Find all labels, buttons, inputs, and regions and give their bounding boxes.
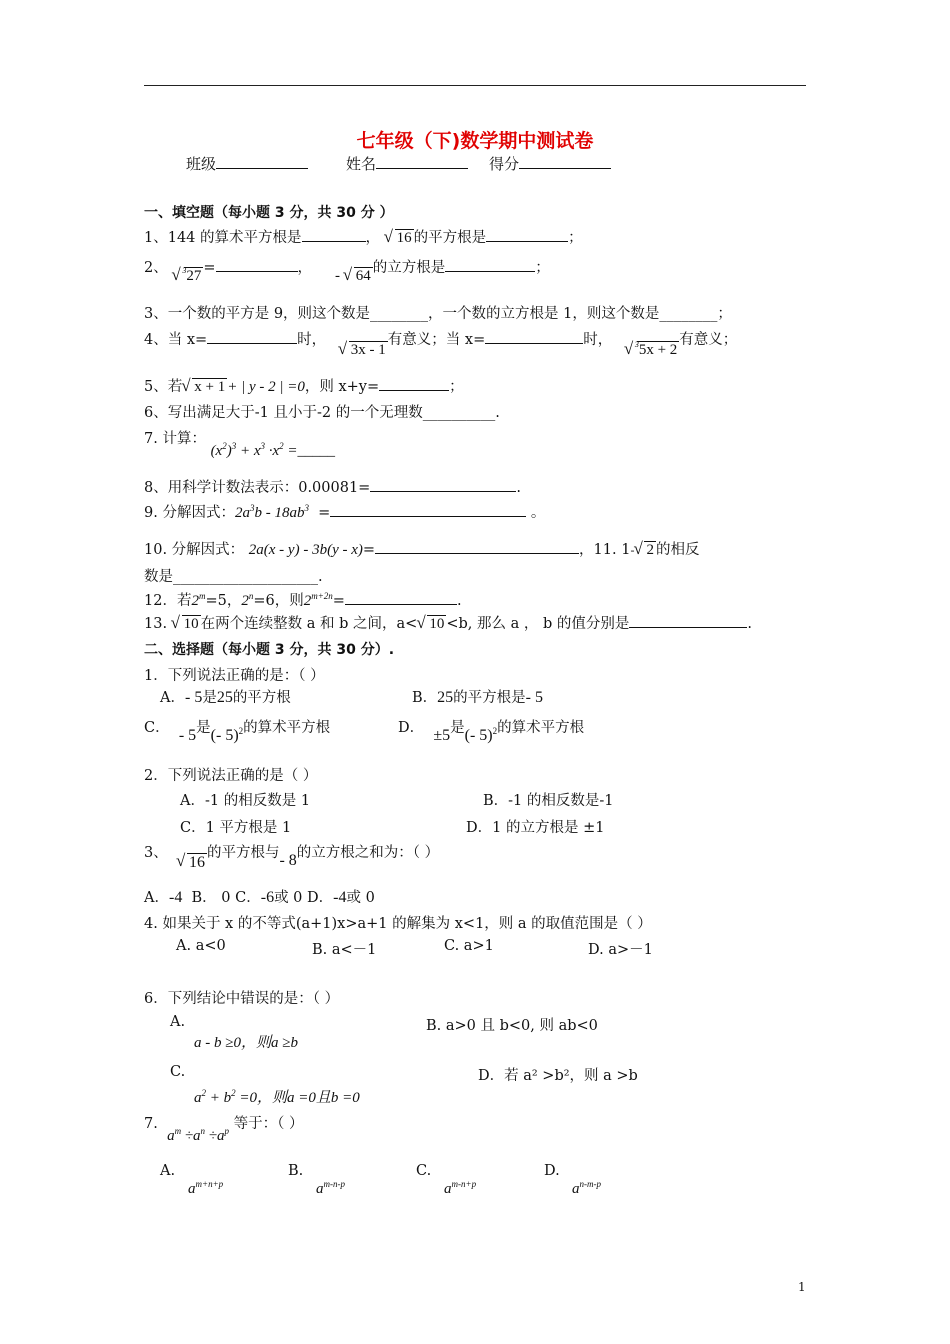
choice-4-option-d: D. a>－1 [588,942,653,958]
choice-6-option-a: A. a - b ≥0，则a ≥b [170,1014,298,1051]
question-3: 3、一个数的平方是 9，则这个数是________，一个数的立方根是 1，则这个数是________； [144,306,732,322]
choice-question-6: 6．下列结论中错误的是：（ ） [144,991,340,1007]
choice-6-option-b: B. a>0 且 b<0, 则 ab<0 [426,1018,598,1034]
section1-heading: 一、填空题（每小题 3 分，共 30 分 ） [144,205,394,221]
choice-7-option-c: C. $a^{m-n+p}$ [416,1163,477,1197]
question-6: 6、写出满足大于-1 且小于-2 的一个无理数__________. [144,405,500,421]
choice-1-option-b: B．25的平方根是- 5 [412,689,543,706]
question-1: 1、144 的算术平方根是 ， √ 16 的平方根是 ； [144,226,583,247]
question-4: 4、当 x= 时， √ 3x - 1有意义；当 x= 时， √ $^3$5x + 2有意义； [144,328,737,349]
choice-7-option-b: B. $a^{m-n-p}$ [288,1163,345,1197]
question-13: 13. √ 10 在两个连续整数 a 和 b 之间，a<√ 10 <b, 那么 a ， b 的值分别是 . [144,612,752,633]
question-12: 12．若$2^m=5$，$2^n=6$，则$2^{m+2n}=$ . [144,591,462,609]
score-field: 得分 [489,153,611,174]
question-8: 8、用科学计数法表示：0.00081= . [144,476,521,497]
question-7: 7. 计算： $(x^2)^3 + x^3 \cdot x^2$ =_____ [144,431,336,459]
question-10: 10. 分解因式： 2a(x - y) - 3b(y - x)= ，11. 1-√ 2 的相反 [144,538,699,559]
choice-question-3: 3、 √ 16的平方根与- 8的立方根之和为：（ ） [144,841,439,862]
choice-2-option-b: B．-1 的相反数是-1 [483,793,614,809]
choice-1-option-c: C． - 5是(- 5)$^2$的算术平方根 [144,720,331,744]
choice-2-option-d: D．1 的立方根是 ±1 [466,820,605,836]
choice-question-1: 1．下列说法正确的是：（ ） [144,668,325,684]
class-field: 班级 [186,153,308,174]
page-number: 1 [798,1280,806,1294]
choice-1-option-d: D． ±5是(- 5)$^2$的算术平方根 [398,720,585,744]
question-2: 2、 √ $^3$27 = ， - √ 64 的立方根是 ； [144,256,550,277]
choice-question-2: 2．下列说法正确的是（ ） [144,768,318,784]
choice-7-option-a: A. $a^{m+n+p}$ [160,1163,224,1197]
choice-2-option-a: A．-1 的相反数是 1 [180,793,311,809]
choice-2-option-c: C．1 平方根是 1 [180,820,292,836]
choice-question-7: 7. $a^m \div a^n \div a^p$ 等于：（ ） [144,1116,304,1144]
question-11: 数是____________________. [144,569,323,585]
page-title: 七年级（下)数学期中测试卷 [356,130,594,152]
question-9: 9. 分解因式：$2a^3b - 18ab^3$ = 。 [144,503,546,521]
choice-4-option-c: C. a>1 [444,938,494,954]
question-5: 5、若√ x + 1 + | y - 2 | =0，则 x+y= ； [144,375,464,396]
choice-6-option-d: D．若 a² >b²，则 a >b [478,1068,638,1084]
choice-1-option-a: A．- 5是25的平方根 [160,689,291,706]
choice-3-options: A．-4 B． 0 C．-6或 0 D．-4或 0 [144,889,375,906]
choice-6-option-c: C. $a^2 + b^2 =0$，则a =0且b =0 [170,1064,360,1106]
choice-4-option-b: B. a<－1 [312,942,377,958]
top-rule [144,85,806,86]
choice-4-option-a: A. a<0 [176,938,226,954]
choice-7-option-d: D. $a^{n-m-p}$ [544,1163,601,1197]
choice-question-4: 4. 如果关于 x 的不等式(a+1)x>a+1 的解集为 x<1，则 a 的取值范围是（ ） [144,916,652,932]
name-field: 姓名 [346,153,468,174]
section2-heading: 二、选择题（每小题 3 分，共 30 分）. [144,642,395,658]
